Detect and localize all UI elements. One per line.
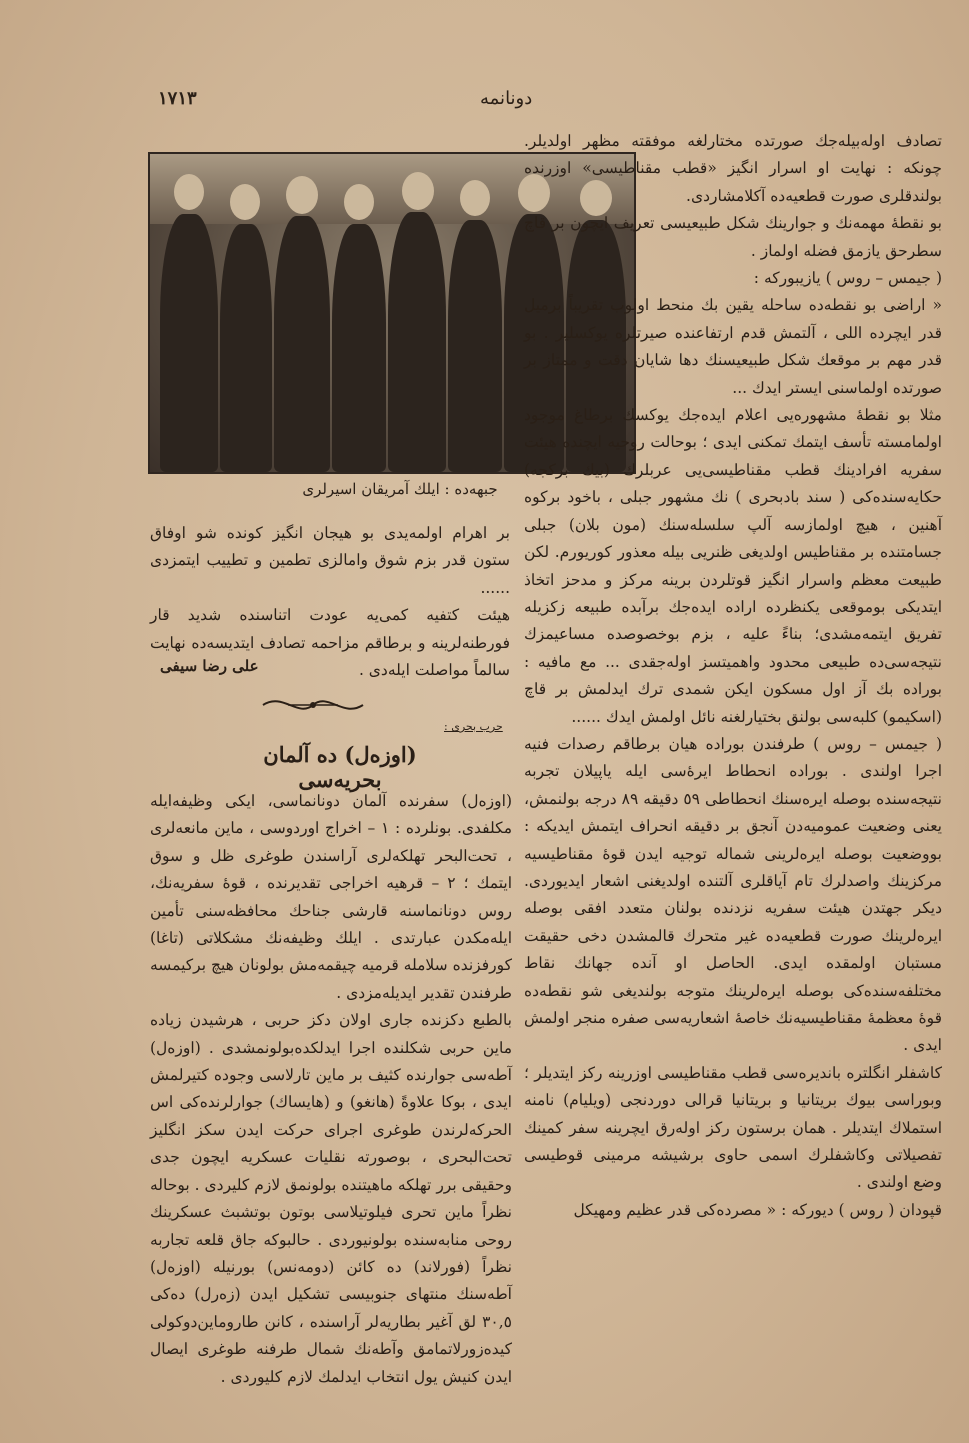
paragraph: تصادف اوله‌بیله‌جك صورتده مختارلغه موفقته مظهر اولدیلر. چونكه : نهایت او اسرار انگیز «قطب مقناطیسی» اوزرنده بولندقلری صورت قطعیه‌ده آكلامشاردی. [524,132,942,205]
photo-figure [220,224,272,472]
paragraph: بالطبع دكزنده جاری اولان دكز حربی ، هرشیدن زیاده ماین حربی شكلنده اجرا ایدلكده‌بولونمشدی . (اوزه‌ل) آطه‌سی جوارنده كثیف بر ماین تارلاسی وجوده كتیرلمش ایدی ، بوكا علاوةً (هانغو) و (هایساك) جوارلرنده‌كی اس الحركه‌لرندن طوغری اجرای حركت ایدن سكز انگلیز تحت‌البحری ، بوصورته نقلیات عسكریه ایچون جدی وحقیقی برر تهلكه ماهیتنده بولونمق لازم كلیردی . بوحاله نظراً ماین تحری فیلوتیلاسی بوتون بوتشبث عسكرینك روحی منابه‌سنده بولونیوردی . حالبوكه جاق قلعه تجاربه نظراً (فورلاند) ده كائن (دومه‌نس) بورنیله (اوزه‌ل) آطه‌سنك منتهای جنوبیسی تشكیل ایدن (زه‌رل) ده‌كی ٣٠,٥ لق آغیر بطاریه‌لر آراسنده ، كانن طاروماین‌دوكولی كیده‌زورلاتمامق وآطه‌نك شمال طرفنه طوغری ایصال ایدن كنیش یول انتخاب ایدلمك لازم كلیوردی . [150,1011,512,1386]
running-title: دونانمه [480,88,533,109]
paragraph: بر اهرام اولمه‌یدی بو هیجان انگیز كونده شو اوفاق ستون قدر بزم شوق وامالزی تطمین و تطییب ایتمزدی ...... [150,524,510,597]
photo-figure [332,224,386,472]
paragraph: قپودان ( روس ) دیوركه : « مصرده‌كی قدر عظیم ومهیكل [573,1200,942,1219]
author-signature: علی رضا سیفی [160,657,259,675]
photo-head [344,184,374,220]
page-number: ١٧١٣ [158,88,197,109]
paragraph: « اراضی بو نقطه‌ده ساحله یقین بك منحط اولوب تقریباً برمیل قدر ایچرده اللی ، آلتمش قدم ارتفاعنده صیرتلره یوکسلیر . بو قدر مهم بر موقعك شكل طبیعیسنك دها شایان دقت و ممتاز بر صورتده اولماسنی ایستر ایدك ... [524,296,942,397]
paragraph: هیئت كتفیه كمی‌یه عودت اتناسنده شدید قار فورطنه‌لرینه و برطاقم مزاحمه تصادف ایتدیسه‌ده نهایت سالماً مواصلت ایله‌دی . [150,606,510,680]
article-title: (اوزه‌ل) ده آلمان بحریه‌سی [263,742,417,792]
photo-figure [388,212,446,472]
right-column [524,128,942,1224]
page-header [0,88,969,118]
photo-figure [448,220,502,472]
photo-head [230,184,260,220]
ornament-divider-icon [258,690,368,720]
photo-head [402,172,434,210]
photo-head [460,180,490,216]
paragraph: كاشفلر انگلتره بانديره‌سی قطب مقناطیسی اوزرینه ركز ایتدیلر ؛ وبوراسی بیوك بریتانیا و بریتانیا قرالی دوردنجی (ویلیام) نامنه استملاك ایتدیلر . همان برستون ركز اوله‌رق ایچرینه سفر كمینك تفصیلاتی وكاشفلرك اسمی حاوی برشیشه مرمینی قوطیسی وضع اولندی . [524,1063,942,1192]
photo-figure [274,216,330,472]
paragraph: مثلا بو نقطهٔ مشهوره‌یی اعلام ایده‌جك یوكسك برطاغ موجود اولمامسته تأسف ایتمك تمكنی ایدی ؛ بوحالت روحیه ایچنده هیئت سفریه افرادینك قطب مقناطیسی‌یی عربلرك (بیك بركجه) حكایه‌سنده‌كی ( سند بادبحری ) نك مشهور جبلی ، باخود بركوه آهنین ، هیچ اولمازسه آلپ سلسله‌سنك (مون بلان) جبلی جسامتنده بر مقناطیس اولدیغی ظنریی بیله معذور كوریورم. لكن طبیعت معظم واسرار انگیز قوتلردن برینه مركز و مدحز اتخاذ ایتدیكی بوموقعی یكنظرده اراده ایده‌جك برآبده طبیعه زكزیله تفریق ایتمه‌مشدی؛ بناءً علیه ، بزم بوخصوصده مساعیمزك نتیجه‌سی‌ده طبیعی محدود واهمیتسز اوله‌جقدی ... مع مافیه : بورادە بك آز اول مسكون ایكن شمدی ترك ایدلمش بر قاچ (اسكیمو) كلبه‌سی بولنق بختیارلغنه نائل اولمش ایدك ...... [524,406,942,726]
section-label: حرب بحری : [444,720,503,733]
photo-figure [160,214,218,472]
paragraph: بو نقطهٔ مهمه‌نك و جوارینك شكل طبیعیسی تعریف ایچون بر قاچ سطرحق یازمق فضله اولماز . [524,214,942,260]
article-body [150,788,512,1391]
paragraph: ( جیمس – روس ) یازیبورکه : [753,269,942,288]
photo-caption: جبهه‌ده : ایلك آمریقان اسیرلری [302,480,498,498]
photo-head [286,176,318,214]
paragraph: (اوزه‌ل) سفرنده آلمان دونانماسی، ایكی وظیفه‌ایله مكلفدی. بونلرده : ١ – اخراج اوردوسی ، ماین مانعه‌لری ، تحت‌البحر تهلكه‌لری آراسندن طوغری ظل و سوق ایتمك ؛ ٢ – قرهیه اخراجی تقدیرنده ، قوهٔ سفریه‌نك، روس دونانماسنه قارشی جناحك محافظه‌سنی تأمین ایله‌مكدن عبارتدی . ایلك وظیفه‌نك مشكلاتی (تاغا) كورفزنده سلامله قرمیه چیقمه‌مش بولونان هیچ بركیمسه طرفندن تقدیر ایدیله‌مزدی . [150,792,513,1002]
paragraph: ( جیمس – روس ) طرفندن بوراده هیان برطاقم رصدات فنیه اجرا اولندی . بوراده انحطاط ایرهٔ‌سی ایله یاپیلان تجربه نتیجه‌سنده بوصله ایره‌سنك انحطاطی ٥٩ دقیقه ٨٩ درجه بولنمش، یعنی وضعیت عمومیه‌دن آنجق بر دقیقه انحراف ایتمش ایدیكه : بووضعیت بوصله ایرەلرینی شماله توجیه ایدن قوهٔ مقناطیسیه مركزینك واصدلرك تام آیاقلری آلتنده اولدیغنی اشعار ایدیوردی. دیكر جهتدن هیئت سفریه نزدنده بولنان متعدد افقی بوصله ایره‌لرینك صورت قطعیه‌ده غیر متحرك قالمشدن دخی حقیقت مستبان اولمقده ایدی. الحاصل او آنده جهانك نقاط مختلفه‌سنده‌كی بوصله ایره‌لرینك متوجه بولندیغی شو نقطه‌ده قوهٔ معظمهٔ مقناطیسیه‌نك خاصهٔ اشعاریه‌سی صفره منجر اولمش ایدی . [524,734,942,1055]
photo-head [174,174,204,210]
